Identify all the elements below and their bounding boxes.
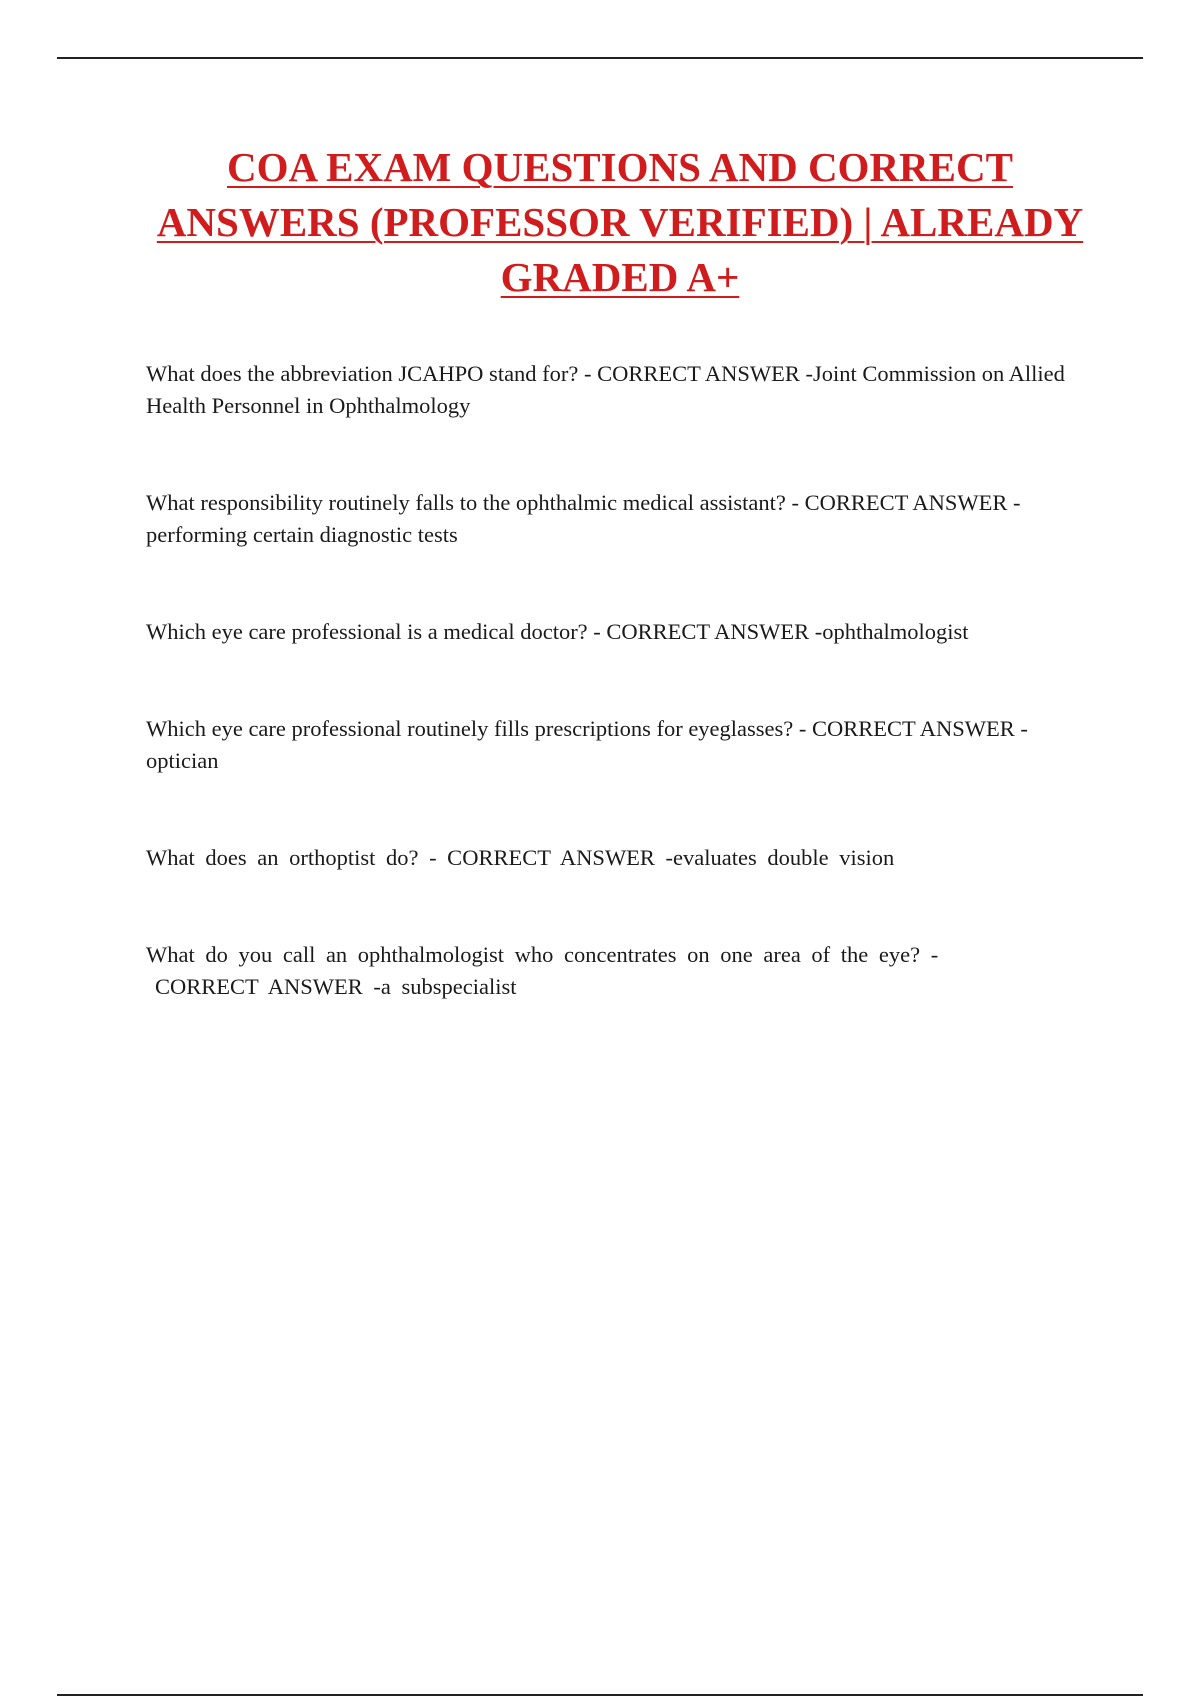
qa-list bbox=[146, 358, 1094, 1003]
qa-item-6-line-2: CORRECT ANSWER -a subspecialist bbox=[155, 974, 517, 999]
qa-item-5: What does an orthoptist do? - CORRECT ANSWER -evaluates double vision bbox=[146, 845, 895, 870]
qa-item-6-line-1: What do you call an ophthalmologist who concentrates on one area of the eye? - bbox=[146, 942, 939, 967]
qa-item-6 bbox=[146, 939, 1094, 1003]
document-title: COA EXAM QUESTIONS AND CORRECT ANSWERS (PROFESSOR VERIFIED) | ALREADY GRADED A+ bbox=[156, 144, 1084, 300]
qa-item-2: What responsibility routinely falls to the ophthalmic medical assistant? - CORRECT ANSWER - performing certain diagnostic tests bbox=[146, 490, 1021, 547]
footer-rule bbox=[57, 1694, 1143, 1696]
qa-item-3: Which eye care professional is a medical doctor? - CORRECT ANSWER -ophthalmologist bbox=[146, 619, 969, 644]
qa-item-4: Which eye care professional routinely fills prescriptions for eyeglasses? - CORRECT ANSWER -optician bbox=[146, 716, 1028, 773]
qa-item-1: What does the abbreviation JCAHPO stand for? - CORRECT ANSWER -Joint Commission on Allied Health Personnel in Ophthalmology bbox=[146, 361, 1065, 418]
header-rule bbox=[57, 57, 1143, 59]
